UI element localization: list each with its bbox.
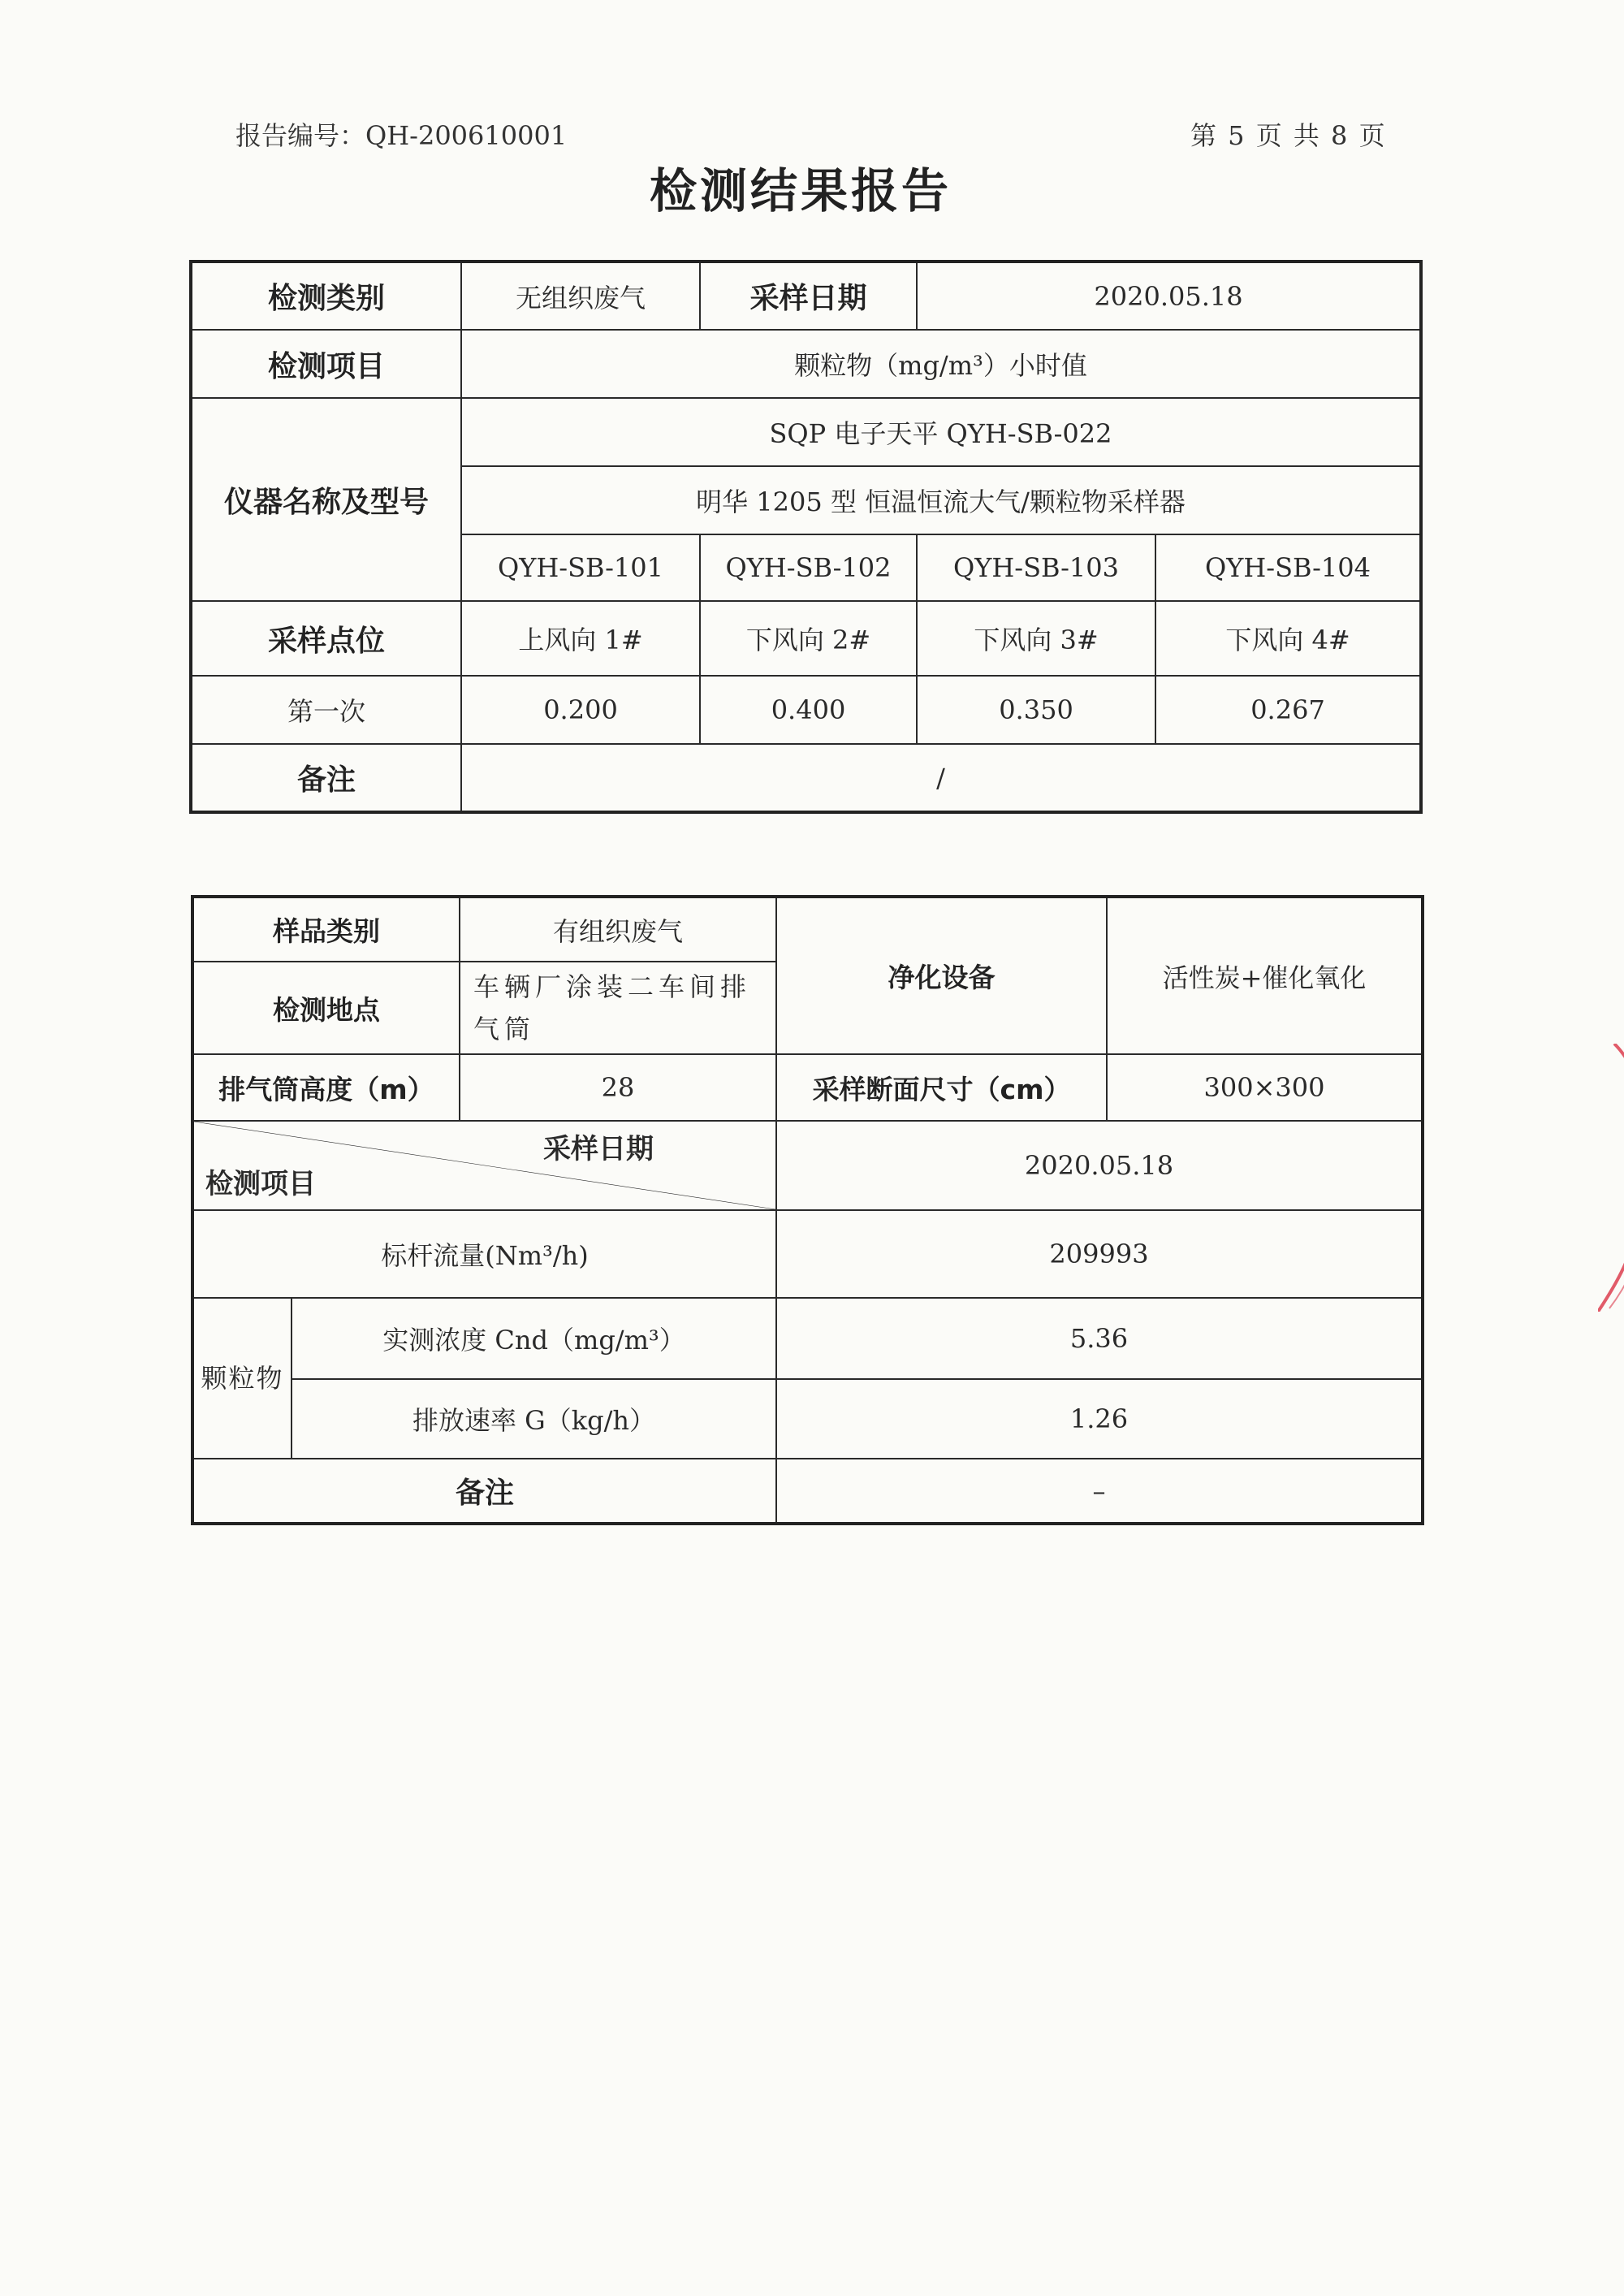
diagonal-bottom-label: 检测项目 (205, 1168, 316, 1200)
emission-rate-label: 排放速率 G（kg/h） (292, 1379, 776, 1459)
detection-type-value: 无组织废气 (461, 262, 700, 330)
sampling-date-value: 2020.05.18 (917, 262, 1421, 330)
concentration-label: 实测浓度 Cnd（mg/m³） (292, 1298, 776, 1379)
sampler-id: QYH-SB-102 (700, 534, 917, 601)
detection-item-label: 检测项目 (191, 330, 461, 398)
instrument-label: 仪器名称及型号 (191, 398, 461, 601)
sampling-point: 下风向 2# (700, 601, 917, 676)
report-number: 报告编号：QH-200610001 (235, 120, 568, 151)
stack-height-label: 排气筒高度（m） (192, 1054, 460, 1121)
diagonal-header-cell (192, 1121, 776, 1210)
first-sample-value: 0.267 (1155, 676, 1421, 744)
sampling-point: 下风向 4# (1155, 601, 1421, 676)
diagonal-top-label: 采样日期 (543, 1133, 654, 1165)
section-size-value: 300×300 (1107, 1054, 1423, 1121)
first-sample-value: 0.400 (700, 676, 917, 744)
sampler-id: QYH-SB-103 (917, 534, 1155, 601)
page-indicator: 第 5 页 共 8 页 (1190, 120, 1387, 151)
instrument-balance: SQP 电子天平 QYH-SB-022 (461, 398, 1421, 466)
remark-value: / (461, 744, 1421, 812)
remark-label: 备注 (191, 744, 461, 812)
sample-type-label: 样品类别 (192, 897, 460, 962)
sample-type-value: 有组织废气 (460, 897, 776, 962)
stack-remark-label: 备注 (192, 1459, 776, 1524)
sampler-id: QYH-SB-104 (1155, 534, 1421, 601)
stack-emission-table-body (191, 895, 1424, 1525)
stack-height-value: 28 (460, 1054, 776, 1121)
page-title: 检测结果报告 (649, 163, 952, 218)
purification-label: 净化设备 (776, 897, 1107, 1054)
stack-remark-value: – (776, 1459, 1423, 1524)
sampler-id: QYH-SB-101 (461, 534, 700, 601)
section-size-label: 采样断面尺寸（cm） (776, 1054, 1107, 1121)
emission-rate-value: 1.26 (776, 1379, 1423, 1459)
first-sample-value: 0.350 (917, 676, 1155, 744)
sampling-point: 上风向 1# (461, 601, 700, 676)
purification-value: 活性炭+催化氧化 (1107, 897, 1423, 1054)
particulate-label: 颗粒物 (192, 1298, 292, 1459)
stack-date-value: 2020.05.18 (776, 1121, 1423, 1210)
detection-item-value: 颗粒物（mg/m³）小时值 (461, 330, 1421, 398)
red-seal-stamp (1598, 1044, 1624, 1312)
fugitive-emission-table (189, 260, 1423, 814)
sampling-point: 下风向 3# (917, 601, 1155, 676)
detection-type-label: 检测类别 (191, 262, 461, 330)
flow-label: 标杆流量(Nm³/h) (192, 1210, 776, 1298)
concentration-value: 5.36 (776, 1298, 1423, 1379)
sampling-point-label: 采样点位 (191, 601, 461, 676)
flow-value: 209993 (776, 1210, 1423, 1298)
instrument-sampler: 明华 1205 型 恒温恒流大气/颗粒物采样器 (461, 466, 1421, 534)
first-sample-label: 第一次 (191, 676, 461, 744)
first-sample-value: 0.200 (461, 676, 700, 744)
sampling-date-label: 采样日期 (700, 262, 917, 330)
location-value: 车辆厂涂装二车间排气筒 (460, 962, 776, 1054)
location-label: 检测地点 (192, 962, 460, 1054)
